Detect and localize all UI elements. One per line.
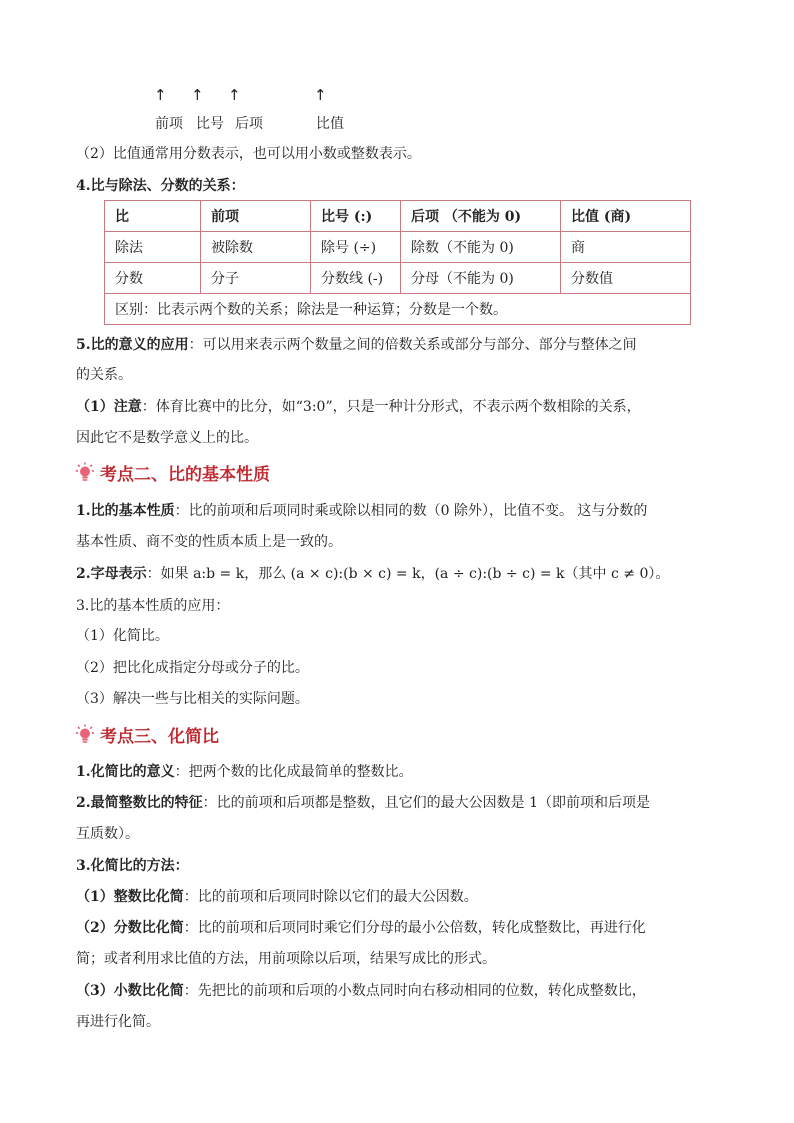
table-cell: 后项 （不能为 0)	[401, 201, 561, 232]
table-cell: 前项	[201, 201, 311, 232]
table-cell: 除法	[105, 232, 201, 263]
up-arrow-icon: ↑	[191, 86, 204, 104]
paragraph-note: （1）注意：体育比赛中的比分，如“3:0”，只是一种计分形式，不表示两个数相除的关系，	[76, 399, 641, 415]
table-cell: 除号 (÷)	[311, 232, 401, 263]
table-note-row	[105, 294, 691, 325]
table-row	[105, 232, 691, 263]
table-cell: 被除数	[201, 232, 311, 263]
table-cell: 比值 (商)	[561, 201, 691, 232]
label-consequent: 后项	[235, 116, 263, 132]
list-item: （2）把比化成指定分母或分子的比。	[76, 660, 309, 676]
paragraph-simplest-ratio-cont: 互质数）。	[76, 826, 139, 842]
table-cell: 分数	[105, 263, 201, 294]
heading-simplify-methods: 3.化简比的方法：	[76, 858, 189, 874]
list-item: （3）解决一些与比相关的实际问题。	[76, 691, 309, 707]
paragraph-fraction-ratio-cont: 简；或者利用求比值的方法，用前项除以后项，结果写成比的形式。	[76, 951, 496, 967]
table-row	[105, 263, 691, 294]
lightbulb-icon	[76, 724, 94, 744]
table-cell: 比号 (:)	[311, 201, 401, 232]
table-cell: 比	[105, 201, 201, 232]
paragraph-note-cont: 因此它不是数学意义上的比。	[76, 430, 258, 446]
paragraph-simplest-ratio: 2.最简整数比的特征：比的前项和后项都是整数，且它们的最大公因数是 1（即前项和后项是	[76, 795, 650, 811]
paragraph-property-application: 3.比的基本性质的应用：	[76, 598, 230, 614]
paragraph-fraction-ratio: （2）分数比化简：比的前项和后项同时乘它们分母的最小公倍数，转化成整数比，再进行化	[76, 920, 646, 936]
label-ratio-value: 比值	[316, 116, 344, 132]
up-arrow-icon: ↑	[314, 86, 327, 104]
table-header-row	[105, 201, 691, 232]
heading-ratio-relations: 4.比与除法、分数的关系：	[76, 178, 245, 194]
paragraph-ratio-application: 5.比的意义的应用：可以用来表示两个数量之间的倍数关系或部分与部分、部分与整体之间	[76, 337, 637, 353]
up-arrow-icon: ↑	[154, 86, 167, 104]
paragraph-integer-ratio: （1）整数比化简：比的前项和后项同时除以它们的最大公因数。	[76, 889, 478, 905]
table-cell: 分数线 (-)	[311, 263, 401, 294]
table-cell: 分数值	[561, 263, 691, 294]
paragraph-ratio-application-cont: 的关系。	[76, 367, 132, 383]
table-note: 区别：比表示两个数的关系；除法是一种运算；分数是一个数。	[105, 294, 691, 325]
paragraph-letter-notation: 2.字母表示：如果 a:b = k，那么 (a × c):(b × c) = k，(a ÷ c):(b ÷ c) = k（其中 c ≠ 0）。	[76, 566, 670, 582]
paragraph-basic-property: 1.比的基本性质：比的前项和后项同时乘或除以相同的数（0 除外），比值不变。 这与分数的	[76, 503, 648, 519]
list-item: （1）化简比。	[76, 628, 169, 644]
paragraph-simplify-meaning: 1.化简比的意义：把两个数的比化成最简单的整数比。	[76, 764, 413, 780]
table-cell: 除数（不能为 0)	[401, 232, 561, 263]
paragraph-basic-property-cont: 基本性质、商不变的性质本质上是一致的。	[76, 534, 342, 550]
paragraph-decimal-ratio-cont: 再进行化简。	[76, 1014, 160, 1030]
table-cell: 分母（不能为 0)	[401, 263, 561, 294]
comparison-table	[104, 200, 691, 325]
paragraph-ratio-value-note: （2）比值通常用分数表示，也可以用小数或整数表示。	[76, 146, 421, 162]
label-ratio-sign: 比号	[196, 116, 224, 132]
label-antecedent: 前项	[155, 116, 183, 132]
section-heading-3	[76, 720, 219, 748]
section-heading-2	[76, 458, 270, 486]
lightbulb-icon	[76, 462, 94, 482]
table-cell: 商	[561, 232, 691, 263]
section-title: 考点二、比的基本性质	[100, 464, 270, 485]
up-arrow-icon: ↑	[228, 86, 241, 104]
paragraph-decimal-ratio: （3）小数比化简：先把比的前项和后项的小数点同时向右移动相同的位数，转化成整数比，	[76, 983, 646, 999]
section-title: 考点三、化简比	[100, 726, 219, 747]
table-cell: 分子	[201, 263, 311, 294]
